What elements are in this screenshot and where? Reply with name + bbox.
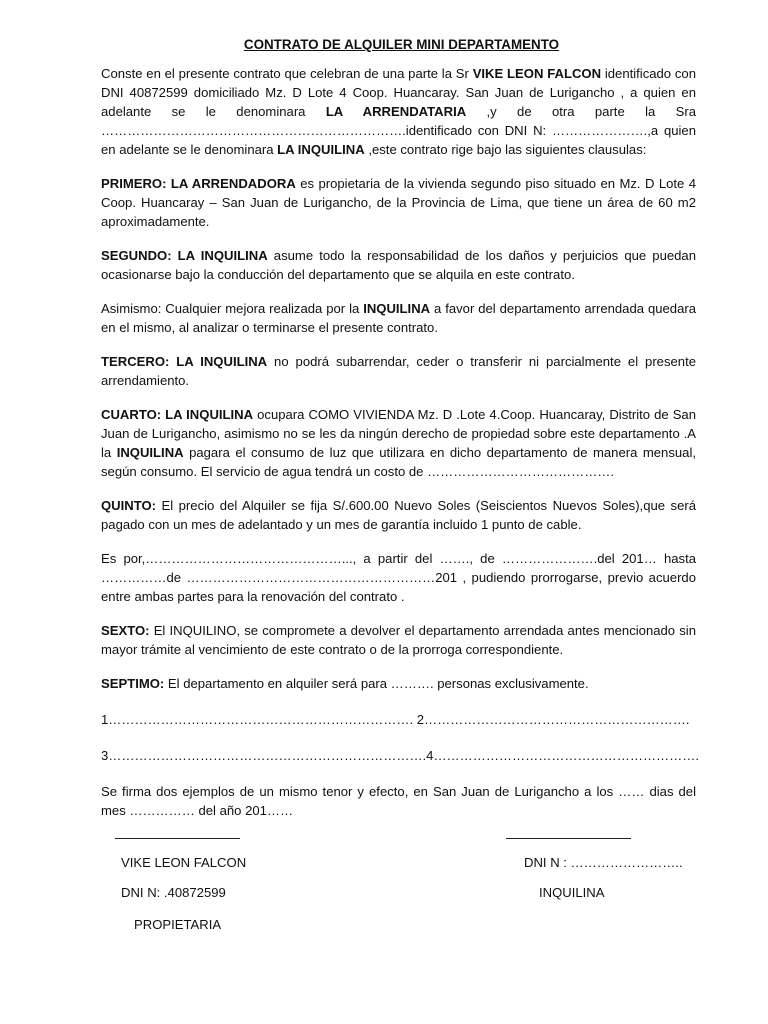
clause-sexto (101, 621, 696, 659)
intro-text-1: Conste en el presente contrato que celebran de una parte la Sr (101, 66, 473, 81)
clause-cuarto (101, 405, 696, 481)
contract-body (101, 37, 699, 835)
segundo-text: asume todo la responsabilidad de los daños y perjuicios que puedan ocasionarse bajo la conducción del departamento que se alquila en este contrato. (101, 248, 696, 282)
primero-text: es propietaria de la vivienda segundo piso situado en Mz. D Lote 4 Coop. Huancaray – San Juan de Lurigancho, de la Provincia de Lima, que tiene un área de 60 m2 aproximadamente. (101, 176, 696, 229)
tercero-label: TERCERO: LA INQUILINA (101, 354, 268, 369)
inquilina-label: LA INQUILINA (277, 142, 365, 157)
intro-text-4: ,este contrato rige bajo las siguientes clausulas: (364, 142, 647, 157)
owner-signature-name: VIKE LEON FALCON (121, 855, 247, 870)
owner-signature-role: PROPIETARIA (134, 917, 222, 932)
clause-septimo (101, 674, 696, 693)
cuarto-label: CUARTO: LA INQUILINA (101, 407, 254, 422)
tenant-signature-role: INQUILINA (539, 885, 605, 900)
arrendataria-label: LA ARRENDATARIA (325, 104, 467, 119)
clause-quinto (101, 496, 696, 534)
owner-signature-dni: DNI N: .40872599 (121, 885, 226, 900)
cuarto-text-2: pagara el consumo de luz que utilizara en dicho departamento de manera mensual, según consumo. El servicio de agua tendrá un costo de ……………………………………. (101, 445, 696, 479)
persons-line-2: 3……………………………………………………………….4……………………………………………………. (101, 748, 699, 763)
sexto-text: El INQUILINO, se compromete a devolver el departamento arrendada antes mencionado sin mayor trámite al vencimiento de este contrato o de la prorroga correspondiente. (101, 623, 696, 657)
clause-primero (101, 174, 696, 231)
asimismo-inquilina: INQUILINA (363, 301, 431, 316)
clause-asimismo (101, 299, 696, 337)
septimo-text: El departamento en alquiler será para ………. personas exclusivamente. (164, 676, 589, 691)
contract-title: CONTRATO DE ALQUILER MINI DEPARTAMENTO (243, 37, 560, 52)
quinto-label: QUINTO: (101, 498, 157, 513)
owner-name: VIKE LEON FALCON (472, 66, 602, 81)
primero-label: PRIMERO: LA ARRENDADORA (101, 176, 296, 191)
duration-paragraph: Es por,………………………………………..., a partir del ……., de ………………….del 201… hasta ……………de …………………………………………………201 , pudiendo prorrogarse, previo acuerdo entre ambas partes para la renovación del contrato . (101, 551, 696, 604)
intro-paragraph (101, 64, 696, 159)
clause-segundo (101, 246, 696, 284)
left-signature-line (115, 838, 240, 839)
asimismo-text-2: a favor del departamento arrendada quedara en el mismo, al analizar o terminarse el presente contrato. (101, 301, 696, 335)
tercero-text: no podrá subarrendar, ceder o transferir ni parcialmente el presente arrendamiento. (101, 354, 696, 388)
clause-tercero (101, 352, 696, 390)
segundo-label: SEGUNDO: LA INQUILINA (101, 248, 268, 263)
cuarto-text-1: ocupara COMO VIVIENDA Mz. D .Lote 4.Coop. Huancaray, Distrito de San Juan de Lurigancho, asimismo no se les da ningún derecho de propiedad sobre este departamento .A la (101, 407, 696, 460)
right-signature-line (506, 838, 631, 839)
sexto-label: SEXTO: (101, 623, 150, 638)
persons-line-1: 1……………………………………………………………. 2……………………………………………………. (101, 712, 690, 727)
quinto-text: El precio del Alquiler se fija S/.600.00 Nuevo Soles (Seiscientos Nuevos Soles),que será pagado con un mes de adelantado y un mes de garantía incluido 1 punto de cable. (101, 498, 696, 532)
cuarto-inquilina: INQUILINA (116, 445, 184, 460)
septimo-label: SEPTIMO: (101, 676, 165, 691)
closing-paragraph: Se firma dos ejemplos de un mismo tenor y efecto, en San Juan de Lurigancho a los …… dias del mes …………… del año 201…… (101, 784, 696, 818)
tenant-signature-dni: DNI N : …………………….. (524, 855, 683, 870)
asimismo-text-1: Asimismo: Cualquier mejora realizada por la (101, 301, 364, 316)
intro-text-2: identificado con DNI 40872599 domiciliado Mz. D Lote 4 Coop. Huancaray. San Juan de Lurigancho , a quien en adelante se le denominara (101, 66, 696, 119)
intro-text-3: ,y de otra parte la Sra …………………………………………………………….identificado con DNI N: ………………….,a quien en adelante se le denominara (101, 104, 696, 157)
